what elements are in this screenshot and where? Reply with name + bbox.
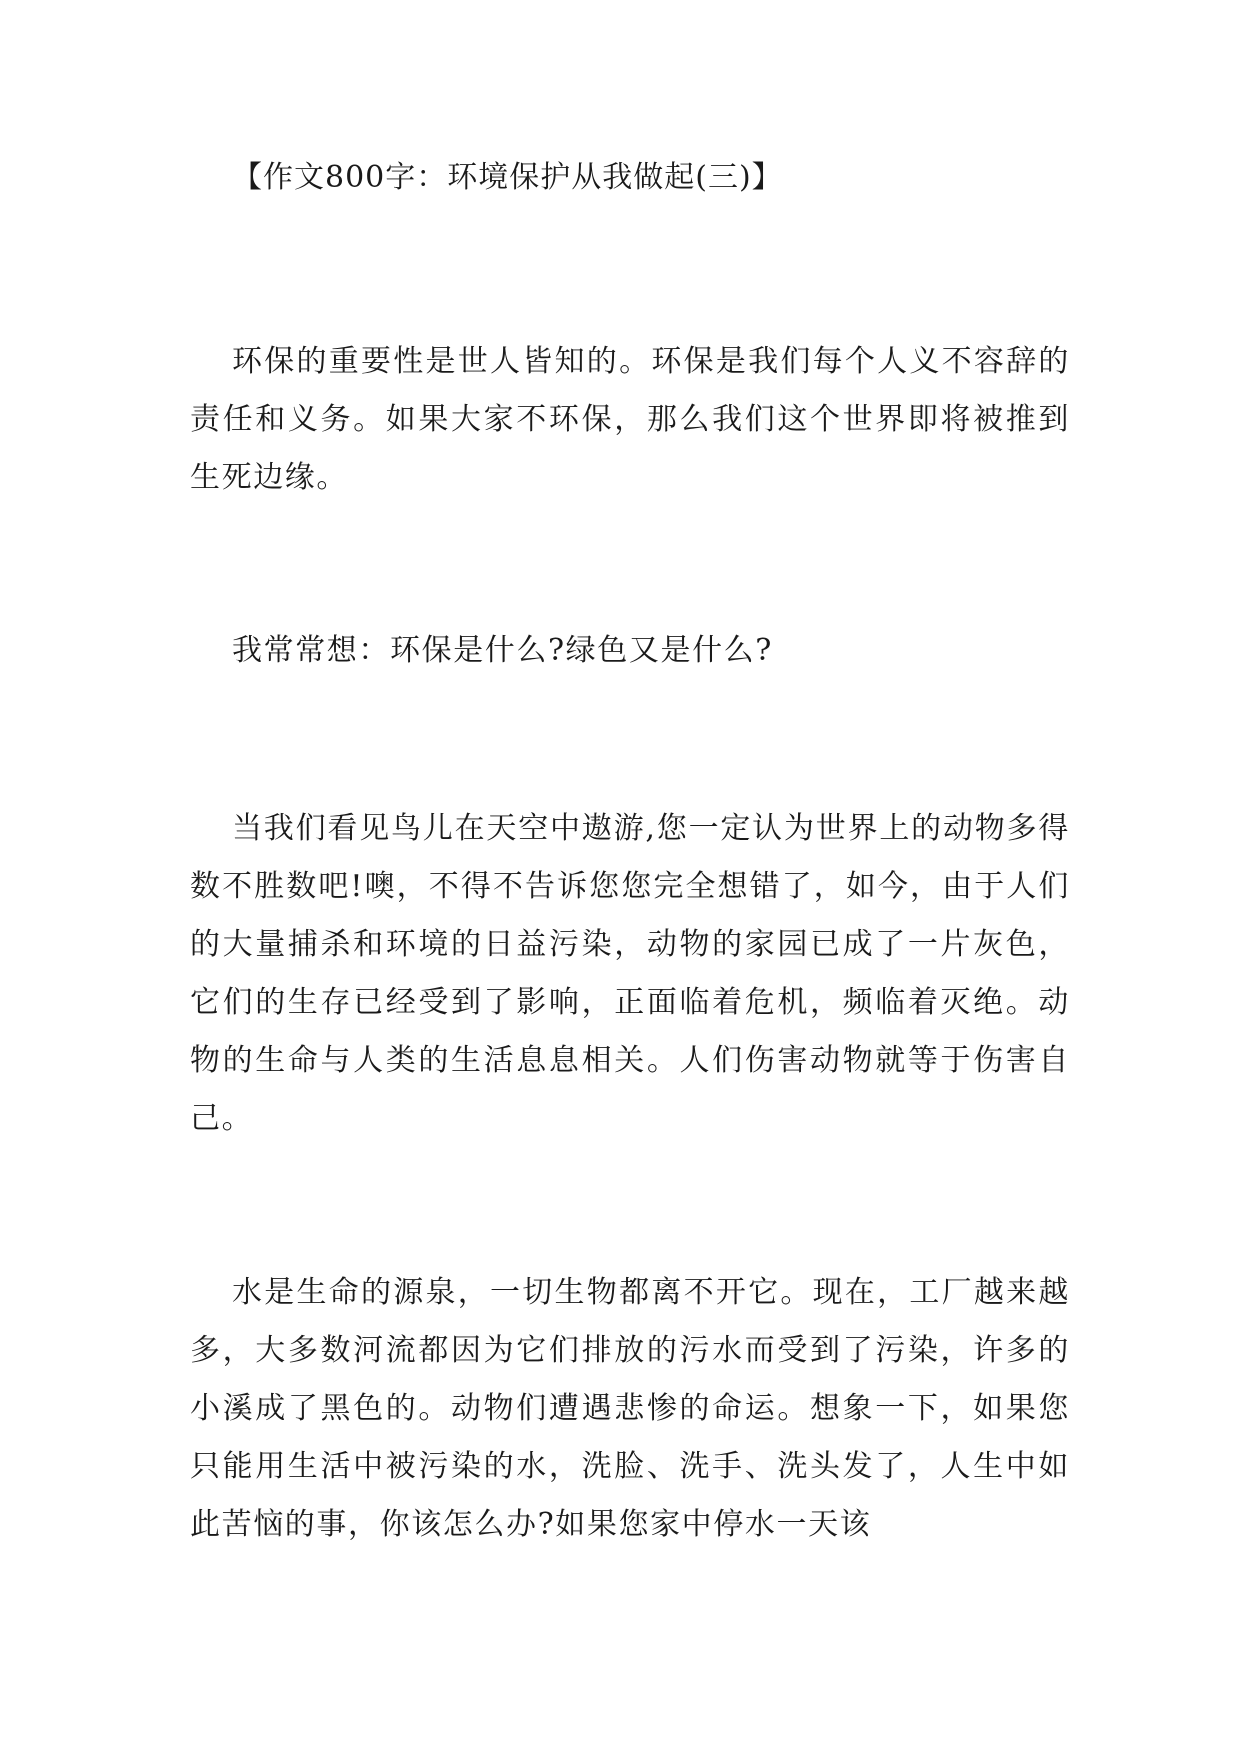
paragraph-importance: 环保的重要性是世人皆知的。环保是我们每个人义不容辞的责任和义务。如果大家不环保，那么我们这个世界即将被推到生死边缘。	[190, 344, 1070, 495]
document-title: 【作文800字：环境保护从我做起(三)】	[232, 160, 783, 195]
paragraph-question: 我常常想：环保是什么?绿色又是什么?	[232, 633, 773, 668]
paragraph-water: 水是生命的源泉，一切生物都离不开它。现在，工厂越来越多，大多数河流都因为它们排放的污水而受到了污染，许多的小溪成了黑色的。动物们遭遇悲惨的命运。想象一下，如果您只能用生活中被污染的水，洗脸、洗手、洗头发了，人生中如此苦恼的事，你该怎么办?如果您家中停水一天该	[190, 1275, 1070, 1542]
paragraph-animals: 当我们看见鸟儿在天空中遨游,您一定认为世界上的动物多得数不胜数吧!噢，不得不告诉您您完全想错了，如今，由于人们的大量捕杀和环境的日益污染，动物的家园已成了一片灰色，它们的生存已经受到了影响，正面临着危机，频临着灭绝。动物的生命与人类的生活息息相关。人们伤害动物就等于伤害自己。	[190, 811, 1070, 1136]
